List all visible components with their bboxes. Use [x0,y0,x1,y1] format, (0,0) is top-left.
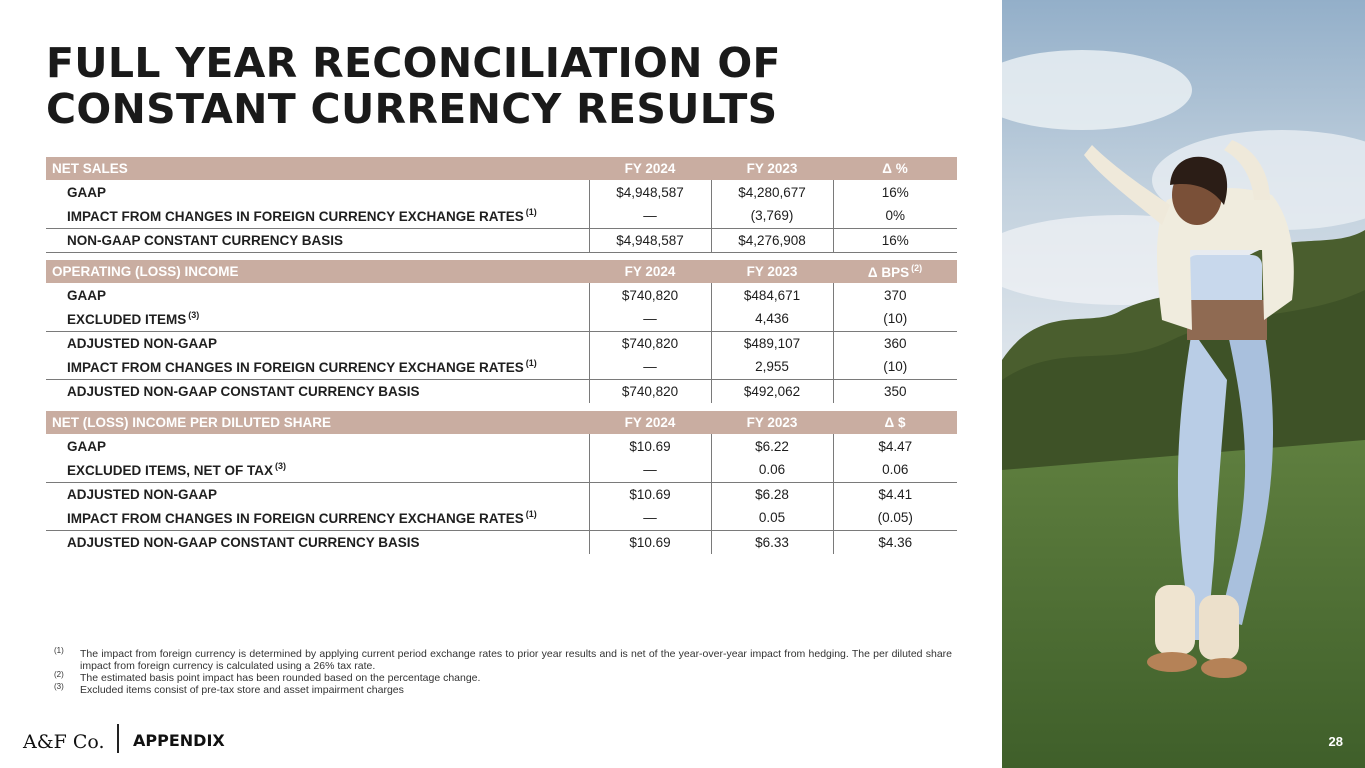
value-delta: 350 [833,379,957,403]
row-label: GAAP [67,184,107,200]
footnote-3 [54,684,952,696]
value-delta: (0.05) [833,506,957,530]
section-header-label: NET (LOSS) INCOME PER DILUTED SHARE [46,411,589,434]
row-label: IMPACT FROM CHANGES IN FOREIGN CURRENCY EXCHANGE RATES $^{(1)}$ [46,204,589,228]
value-fy2024: $740,820 [589,331,711,355]
table-row [46,307,957,331]
footnote-text: Excluded items consist of pre-tax store and asset impairment charges [80,684,404,696]
value-fy2024: — [589,355,711,379]
table-row [46,379,957,403]
value-fy2024: $10.69 [589,434,711,458]
section-spacer [46,403,957,411]
footnote-2 [54,672,952,684]
footnote-mark: (1) [54,646,64,655]
value-delta: $4.47 [833,434,957,458]
value-delta: $4.36 [833,530,957,554]
row-label: ADJUSTED NON-GAAP [67,335,218,351]
column-header-fy2024: FY 2024 [589,411,711,434]
footnote-text: The estimated basis point impact has been rounded based on the percentage change. [80,672,481,684]
table-row [46,283,957,307]
value-fy2024: — [589,506,711,530]
row-label: IMPACT FROM CHANGES IN FOREIGN CURRENCY EXCHANGE RATES $^{(1)}$ [46,506,589,530]
column-header-fy2023: FY 2023 [711,411,833,434]
value-delta: 0% [833,204,957,228]
net-sales-header-row [46,157,957,180]
value-fy2023: (3,769) [711,204,833,228]
value-fy2023: 0.05 [711,506,833,530]
value-fy2023: 0.06 [711,458,833,482]
value-fy2023: $492,062 [711,379,833,403]
footnote-1 [54,648,952,672]
table-row [46,530,957,554]
value-fy2023: $4,280,677 [711,180,833,204]
value-fy2024: $4,948,587 [589,180,711,204]
table-row [46,482,957,506]
title-line-2: CONSTANT CURRENCY RESULTS [46,85,778,133]
row-label: NON-GAAP CONSTANT CURRENCY BASIS [46,228,589,252]
value-fy2024: $10.69 [589,530,711,554]
eps-header-row [46,411,957,434]
value-fy2024: — [589,458,711,482]
reconciliation-table [46,157,957,554]
row-label: ADJUSTED NON-GAAP CONSTANT CURRENCY BASIS [67,534,420,550]
value-fy2024: $740,820 [589,379,711,403]
table-row [46,331,957,355]
table-row [46,434,957,458]
footnote-ref: (1) [525,358,537,369]
column-header-delta: Δ BPS $^{(2)}$ [833,260,957,283]
footnote-ref: (3) [275,461,287,472]
value-delta: 0.06 [833,458,957,482]
column-header-fy2024: FY 2024 [589,157,711,180]
lifestyle-photo [1002,0,1365,768]
section-header-label: OPERATING (LOSS) INCOME [46,260,589,283]
column-header-fy2024: FY 2024 [589,260,711,283]
footnote-text: The impact from foreign currency is determined by applying current period exchange rates to prior year results and is net of the year-over-year impact from hedging. The per diluted share impact from foreign currency is calculated using a 26% tax rate. [80,648,952,672]
value-fy2024: — [589,307,711,331]
company-logo: A&F Co. [23,731,105,753]
footnote-ref: (2) [911,263,923,273]
table-row [46,204,957,228]
operating-income-header-row [46,260,957,283]
value-fy2023: 4,436 [711,307,833,331]
section-header-label: NET SALES [46,157,589,180]
value-fy2024: $10.69 [589,482,711,506]
footnote-ref: (3) [188,310,200,321]
table-row [46,180,957,204]
table-row [46,355,957,379]
value-delta: (10) [833,355,957,379]
footnotes [54,648,952,696]
value-delta: $4.41 [833,482,957,506]
value-delta: (10) [833,307,957,331]
value-fy2024: $740,820 [589,283,711,307]
table-row [46,458,957,482]
photo-illustration [1002,0,1365,768]
value-fy2023: $6.22 [711,434,833,458]
value-fy2023: 2,955 [711,355,833,379]
row-label: GAAP [67,438,107,454]
row-label: IMPACT FROM CHANGES IN FOREIGN CURRENCY EXCHANGE RATES $^{(1)}$ [46,355,589,379]
row-label: ADJUSTED NON-GAAP CONSTANT CURRENCY BASIS [67,383,420,399]
footnote-mark: (2) [54,670,64,679]
page-number: 28 [1328,734,1343,749]
footer-divider [117,724,119,753]
row-label: GAAP [67,287,107,303]
title-line-1: FULL YEAR RECONCILIATION OF [46,39,781,87]
value-delta: 16% [833,228,957,252]
footnote-ref: (1) [525,509,537,520]
value-fy2023: $6.28 [711,482,833,506]
row-label: EXCLUDED ITEMS, NET OF TAX $^{(3)}$ [46,458,589,482]
value-fy2023: $484,671 [711,283,833,307]
column-header-fy2023: FY 2023 [711,157,833,180]
footnote-mark: (3) [54,682,64,691]
page-title [46,40,946,132]
column-header-delta: Δ $ [833,411,957,434]
table-row [46,228,957,252]
column-header-delta: Δ % [833,157,957,180]
value-delta: 360 [833,331,957,355]
row-label: EXCLUDED ITEMS $^{(3)}$ [46,307,589,331]
section-label: APPENDIX [133,731,225,750]
row-label: ADJUSTED NON-GAAP [67,486,218,502]
value-fy2023: $4,276,908 [711,228,833,252]
section-spacer [46,252,957,260]
value-delta: 370 [833,283,957,307]
value-fy2023: $6.33 [711,530,833,554]
column-header-fy2023: FY 2023 [711,260,833,283]
value-delta: 16% [833,180,957,204]
value-fy2024: — [589,204,711,228]
table-row [46,506,957,530]
footnote-ref: (1) [525,207,537,218]
value-fy2023: $489,107 [711,331,833,355]
value-fy2024: $4,948,587 [589,228,711,252]
